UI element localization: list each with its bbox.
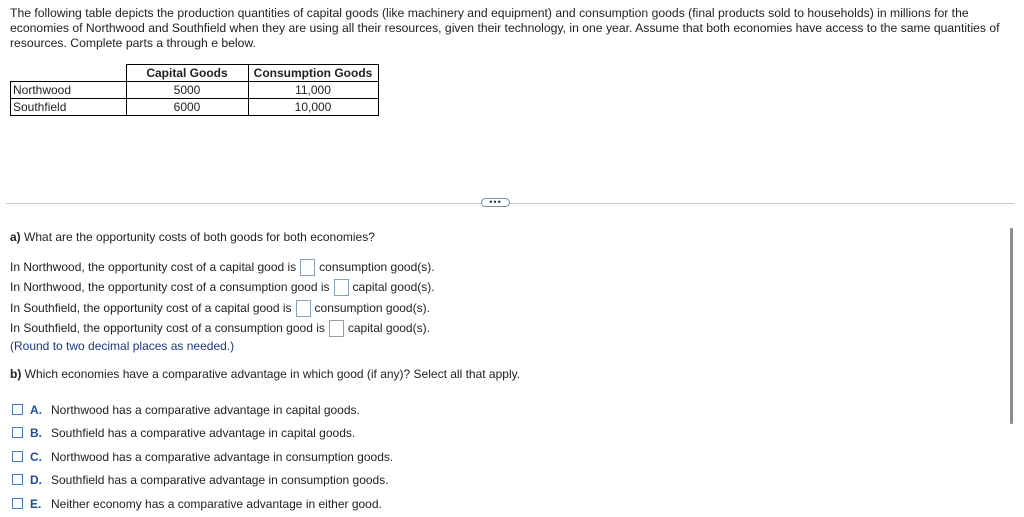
option-c[interactable] <box>12 449 393 465</box>
option-e[interactable] <box>12 496 382 512</box>
rounding-hint: (Round to two decimal places as needed.) <box>10 339 235 353</box>
row-label-northwood: Northwood <box>11 82 127 99</box>
northwood-capital-cost-input[interactable] <box>300 259 315 276</box>
table-corner-cell <box>11 65 127 82</box>
southfield-consumption-value: 10,000 <box>248 99 378 116</box>
answer-line-text: In Southfield, the opportunity cost of a capital good is <box>10 301 292 315</box>
southfield-consumption-cost-input[interactable] <box>329 320 344 337</box>
section-divider <box>6 203 1014 204</box>
row-label-southfield: Southfield <box>11 99 127 116</box>
part-a-label: a) <box>10 230 21 244</box>
option-d-checkbox[interactable] <box>12 474 23 485</box>
answer-line-3 <box>10 298 430 318</box>
part-b-question-text: Which economies have a comparative advantage in which good (if any)? Select all that apply. <box>24 367 521 381</box>
answer-line-4 <box>10 318 430 338</box>
table-row <box>11 99 379 116</box>
answer-line-text: In Northwood, the opportunity cost of a capital good is <box>10 260 297 274</box>
option-letter: C. <box>30 450 42 464</box>
answer-line-unit: consumption good(s). <box>314 301 430 315</box>
column-header-capital: Capital Goods <box>126 65 248 82</box>
option-b[interactable] <box>12 425 355 441</box>
answer-line-2 <box>10 277 435 297</box>
option-letter: B. <box>30 426 42 440</box>
part-a-question <box>10 230 375 245</box>
answer-line-1 <box>10 257 435 277</box>
option-b-checkbox[interactable] <box>12 427 23 438</box>
problem-intro: The following table depicts the production quantities of capital goods (like machinery and equipment) and consumption goods (final products sold to households) in millions for the economies of Northwood and Southfield when they are using all their resources, given their technology, in one year. Assume that both economies have access to the same quantities of resources. Complete parts a through e below. <box>10 6 1000 50</box>
option-e-checkbox[interactable] <box>12 498 23 509</box>
table-row <box>11 82 379 99</box>
option-d[interactable] <box>12 472 389 488</box>
option-text: Southfield has a comparative advantage in consumption goods. <box>51 473 389 487</box>
option-text: Neither economy has a comparative advantage in either good. <box>51 497 382 511</box>
northwood-consumption-value: 11,000 <box>248 82 378 99</box>
option-text: Northwood has a comparative advantage in consumption goods. <box>51 450 394 464</box>
option-letter: A. <box>30 403 42 417</box>
part-a-question-text: What are the opportunity costs of both goods for both economies? <box>24 230 375 244</box>
option-c-checkbox[interactable] <box>12 451 23 462</box>
expand-more-button[interactable]: ••• <box>481 198 510 207</box>
answer-line-text: In Southfield, the opportunity cost of a consumption good is <box>10 321 325 335</box>
northwood-consumption-cost-input[interactable] <box>334 279 349 296</box>
option-a-checkbox[interactable] <box>12 404 23 415</box>
scrollbar-thumb[interactable] <box>1010 228 1013 424</box>
northwood-capital-value: 5000 <box>126 82 248 99</box>
option-text: Northwood has a comparative advantage in capital goods. <box>51 403 360 417</box>
option-a[interactable] <box>12 402 360 418</box>
part-b-label: b) <box>10 367 22 381</box>
table-header-row <box>11 65 379 82</box>
column-header-consumption: Consumption Goods <box>248 65 378 82</box>
answer-line-unit: consumption good(s). <box>319 260 435 274</box>
answer-line-unit: capital good(s). <box>352 280 435 294</box>
option-letter: D. <box>30 473 42 487</box>
option-letter: E. <box>30 497 42 511</box>
southfield-capital-cost-input[interactable] <box>296 300 311 317</box>
southfield-capital-value: 6000 <box>126 99 248 116</box>
answer-line-text: In Northwood, the opportunity cost of a consumption good is <box>10 280 330 294</box>
production-table <box>10 64 379 116</box>
part-b-question <box>10 367 520 382</box>
answer-line-unit: capital good(s). <box>347 321 430 335</box>
option-text: Southfield has a comparative advantage in capital goods. <box>51 426 356 440</box>
